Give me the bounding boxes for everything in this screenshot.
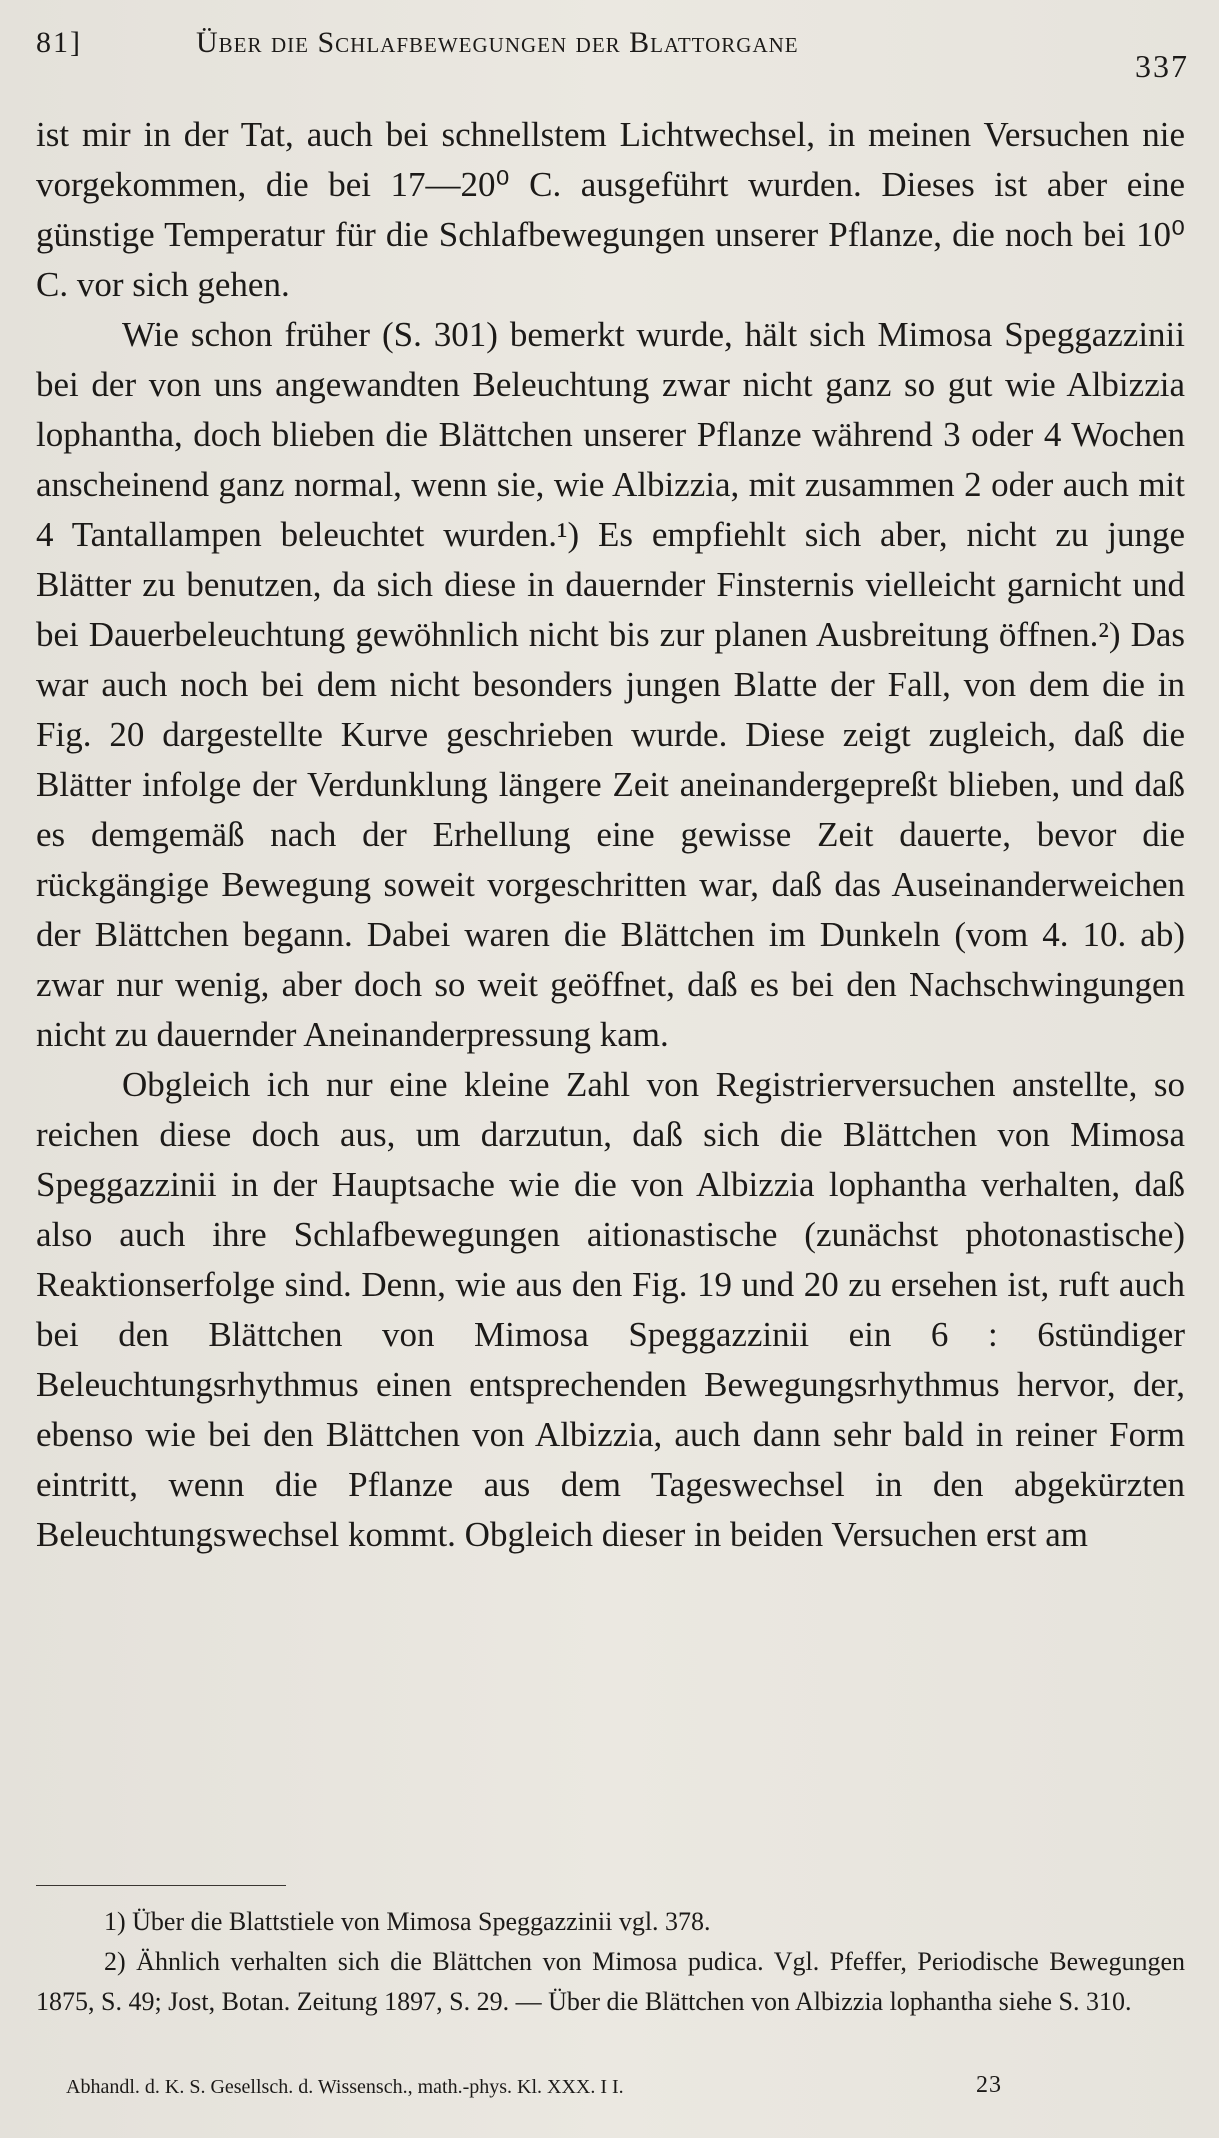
paragraph-continued: ist mir in der Tat, auch bei schnellstem Lichtwechsel, in meinen Versuchen nie vorgekommen, die bei 17—20⁰ C. ausgeführt wurden. Dieses ist aber eine günstige Temperatur für die Schlafbewegungen unserer Pflanze, die noch bei 10⁰ C. vor sich gehen. (36, 115, 1185, 304)
footnote: 2) Ähnlich verhalten sich die Blättchen von Mimosa pudica. Vgl. Pfeffer, Periodische Bewegungen 1875, S. 49; Jost, Botan. Zeitung 1897, S. 29. — Über die Blättchen von Albizzia lophantha siehe S. 310. (36, 1947, 1185, 2016)
section-number: 81] (36, 26, 82, 59)
running-title: Über die Schlafbewegungen der Blattorgane (196, 26, 799, 59)
page-number: 337 (1135, 48, 1189, 84)
page-footer (36, 2072, 1185, 2112)
running-head (36, 22, 1189, 82)
paragraph: Wie schon früher (S. 301) bemerkt wurde, hält sich Mimosa Speggazzinii bei der von uns angewandten Beleuchtung zwar nicht ganz so gut wie Albizzia lophantha, doch blieben die Blättchen unserer Pflanze während 3 oder 4 Wochen anscheinend ganz normal, wenn sie, wie Albizzia, mit zusammen 2 oder auch mit 4 Tantallampen beleuchtet wurden.¹) Es empfiehlt sich aber, nicht zu junge Blätter zu benutzen, da sich diese in dauernder Finsternis vielleicht garnicht und bei Dauerbeleuchtung gewöhnlich nicht bis zur planen Ausbreitung öffnen.²) Das war auch noch bei dem nicht besonders jungen Blatte der Fall, von dem die in Fig. 20 dargestellte Kurve geschrieben wurde. Diese zeigt zugleich, daß die Blätter infolge der Verdunklung längere Zeit aneinandergepreßt blieben, und daß es demgemäß nach der Erhellung eine gewisse Zeit dauerte, bevor die rückgängige Bewegung soweit vorgeschritten war, daß das Auseinanderweichen der Blättchen begann. Dabei waren die Blättchen im Dunkeln (vom 4. 10. ab) zwar nur wenig, aber doch so weit geöffnet, daß es bei den Nachschwingungen nicht zu dauernder Aneinanderpressung kam. (36, 315, 1185, 1054)
signature-number: 23 (976, 2072, 1002, 2098)
footnote-divider (36, 1885, 286, 1886)
journal-reference: Abhandl. d. K. S. Gesellsch. d. Wissensch., math.-phys. Kl. XXX. I I. (66, 2076, 624, 2098)
footnotes (36, 1902, 1185, 2022)
body-text (36, 110, 1185, 1560)
footnote: 1) Über die Blattstiele von Mimosa Speggazzinii vgl. 378. (104, 1907, 711, 1936)
paragraph: Obgleich ich nur eine kleine Zahl von Registrierversuchen anstellte, so reichen diese doch aus, um darzutun, daß sich die Blättchen von Mimosa Speggazzinii in der Hauptsache wie die von Albizzia lophantha verhalten, daß also auch ihre Schlafbewegungen aitionastische (zunächst photonastische) Reaktionserfolge sind. Denn, wie aus den Fig. 19 und 20 zu ersehen ist, ruft auch bei den Blättchen von Mimosa Speggazzinii ein 6 : 6stündiger Beleuchtungsrhythmus einen entsprechenden Bewegungsrhythmus hervor, der, ebenso wie bei den Blättchen von Albizzia, auch dann sehr bald in reiner Form eintritt, wenn die Pflanze aus dem Tageswechsel in den abgekürzten Beleuchtungswechsel kommt. Obgleich dieser in beiden Versuchen erst am (36, 1065, 1185, 1554)
